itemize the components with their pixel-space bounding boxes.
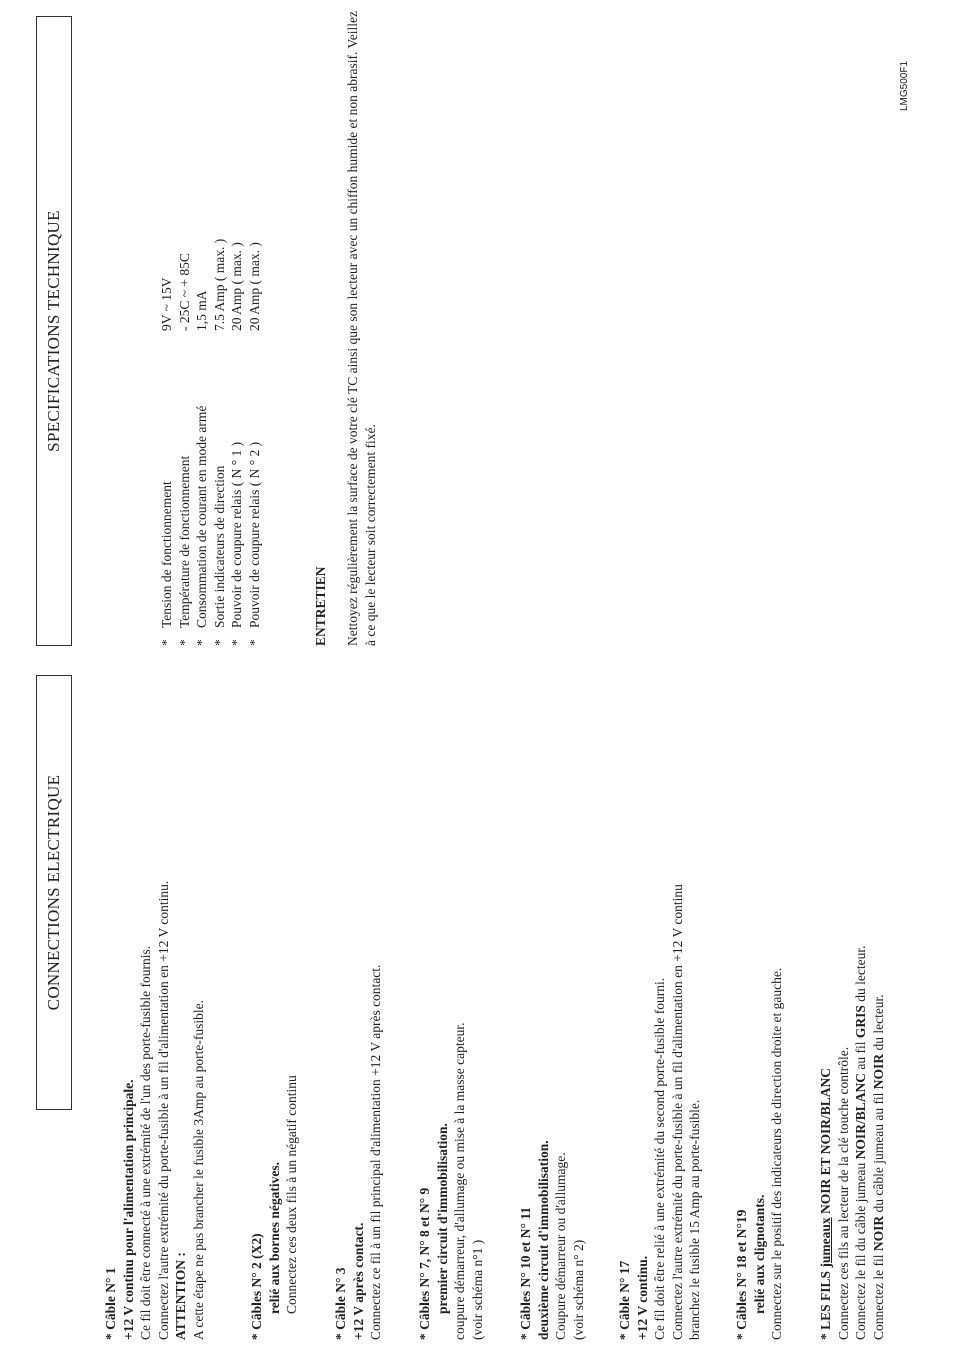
- section-line: Coupure démarreur ou d'allumage.: [553, 1152, 568, 1340]
- section-line: Connectez ces deux fils à un négatif continu: [284, 1075, 299, 1314]
- spec-label: Pouvoir de coupure relais ( N ° 1 ): [229, 441, 244, 628]
- spec-label: Température de fonctionnement: [176, 455, 192, 628]
- maintenance-title: ENTRETIEN: [313, 566, 328, 646]
- section-cables-10-11: [517, 1140, 587, 1340]
- spec-value: - 25C ~ + 85C: [176, 253, 192, 331]
- text-segment: GRIS: [853, 1005, 868, 1039]
- twin-line-3: [870, 946, 888, 1340]
- section-line: relié aux clignotants.: [751, 1194, 767, 1314]
- section-line: Connectez ce fil à un fil principal d'alimentation +12 V après contact.: [368, 964, 383, 1340]
- spec-label: Consommation de courant en mode armé: [194, 405, 209, 628]
- section-cables-2: [248, 1075, 301, 1340]
- twin-wires-title: [817, 946, 835, 1340]
- text-segment: du câble jumeau au fil: [870, 1089, 886, 1216]
- section-line: Ce fil doit être connecté à une extrémité de l'un des porte-fusible fournis.: [138, 945, 153, 1340]
- text-segment: du lecteur.: [853, 945, 868, 1006]
- spec-row: [211, 239, 229, 646]
- bullet-star: *: [211, 639, 227, 646]
- spec-label: Tension de fonctionnement: [159, 481, 174, 628]
- section-line: * Câbles N° 10 et N° 11: [518, 1206, 533, 1340]
- text-segment: du lecteur.: [870, 994, 886, 1054]
- twin-title-underlined: jumeaux: [818, 1217, 833, 1268]
- spec-label: Sortie indicateurs de direction: [211, 465, 227, 628]
- spec-value: 20 Amp ( max. ): [246, 242, 262, 331]
- section-line: * Câbles N° 7, N° 8 et N° 9: [417, 1187, 432, 1340]
- spec-row: [246, 239, 264, 646]
- bullet-star: *: [176, 639, 192, 646]
- section-twin-wires: [817, 946, 887, 1340]
- section-line: +12 V continu pour l'alimentation principale.: [120, 1079, 136, 1340]
- twin-title-prefix: * LES FILS: [818, 1267, 833, 1340]
- section-line: +12 V continu.: [634, 1255, 650, 1340]
- specs-list: [158, 239, 263, 646]
- section-line: (voir schéma n° 2): [570, 1239, 586, 1340]
- bullet-star: *: [229, 639, 244, 646]
- specifications-header: [36, 16, 72, 646]
- section-cables-7-8-9: [416, 1022, 486, 1340]
- connections-header: [36, 675, 72, 1110]
- bullet-star: *: [159, 639, 174, 646]
- section-line: premier circuit d'immobilisation.: [434, 1123, 450, 1314]
- connections-header-title: CONNECTIONS ELECTRIQUE: [44, 774, 64, 1011]
- section-line: Ce fil doit être relié à une extrémité du second porte-fusible fourni.: [652, 977, 667, 1340]
- document-code: LMG500F1: [899, 60, 910, 111]
- twin-line-2: [852, 946, 870, 1340]
- text-segment: NOIR: [870, 1053, 886, 1090]
- section-cables-18-19: [733, 968, 786, 1340]
- section-line: coupure démarreur, d'allumage ou mise à la masse capteur.: [452, 1022, 467, 1340]
- section-line: Connectez l'autre extrémité du porte-fusible à un fil d'alimentation en +12 V continu.: [155, 880, 171, 1340]
- twin-line-1: Connectez ces fils au lecteur de la clé touche contrôle.: [835, 1046, 851, 1340]
- spec-row: [158, 239, 176, 646]
- section-line: ATTENTION :: [173, 1252, 188, 1340]
- section-line: relié aux bornes négatives.: [266, 1162, 282, 1314]
- spec-value: 9V ~ 15V: [159, 277, 174, 331]
- spec-row: [176, 239, 194, 646]
- text-segment: au fil: [853, 1038, 868, 1074]
- section-line: Connectez sur le positif des indicateurs de direction droite et gauche.: [769, 967, 784, 1340]
- section-line: * Câble N° 3: [333, 1267, 348, 1340]
- section-cable-3: [332, 965, 385, 1340]
- twin-title-rest: NOIR ET NOIR/BLANC: [818, 1067, 833, 1218]
- bullet-star: *: [194, 639, 209, 646]
- section-line: +12 V après contact.: [350, 1222, 366, 1340]
- section-line: * Câble N° 17: [617, 1260, 632, 1340]
- text-segment: Connectez le fil du câble jumeau: [853, 1159, 868, 1340]
- section-line: deuxième circuit d'immobilisation.: [535, 1140, 551, 1340]
- section-line: Connectez l'autre extrémité du porte-fusible à un fil d'alimentation en +12 V continu: [669, 884, 685, 1340]
- section-line: * Câble N° 1: [103, 1267, 118, 1340]
- section-line: branchez le fusible 15 Amp au porte-fusible.: [687, 1099, 702, 1340]
- text-segment: Connectez le fil: [870, 1251, 886, 1340]
- spec-label: Pouvoir de coupure relais ( N ° 2 ): [246, 441, 262, 628]
- section-line: * Câbles N° 18 et N°19: [734, 1209, 749, 1340]
- spec-value: 7.5 Amp ( max. ): [211, 238, 227, 331]
- text-segment: NOIR: [870, 1215, 886, 1252]
- section-cable-17: [616, 884, 704, 1340]
- spec-value: 20 Amp ( max. ): [229, 242, 244, 331]
- text-segment: NOIR/BLANC: [853, 1073, 868, 1160]
- maintenance-text: Nettoyez régulièrement la surface de votre clé TC ainsi que son lecteur avec un chiffon humide et non abrasif. Veillez à ce que le lecteur soit correctement fixé.: [345, 10, 378, 646]
- specifications-header-title: SPECIFICATIONS TECHNIQUE: [44, 210, 64, 452]
- spec-value: 1,5 mA: [194, 290, 209, 331]
- section-line: (voir schéma n°1 ): [469, 1239, 485, 1340]
- section-line: * Câbles N° 2 (X2): [249, 1233, 264, 1340]
- section-line: A cette étape ne pas brancher le fusible 3Amp au porte-fusible.: [190, 1000, 206, 1340]
- bullet-star: *: [246, 639, 262, 646]
- section-cable-1: [102, 881, 207, 1340]
- spec-row: [193, 239, 211, 646]
- spec-row: [228, 239, 246, 646]
